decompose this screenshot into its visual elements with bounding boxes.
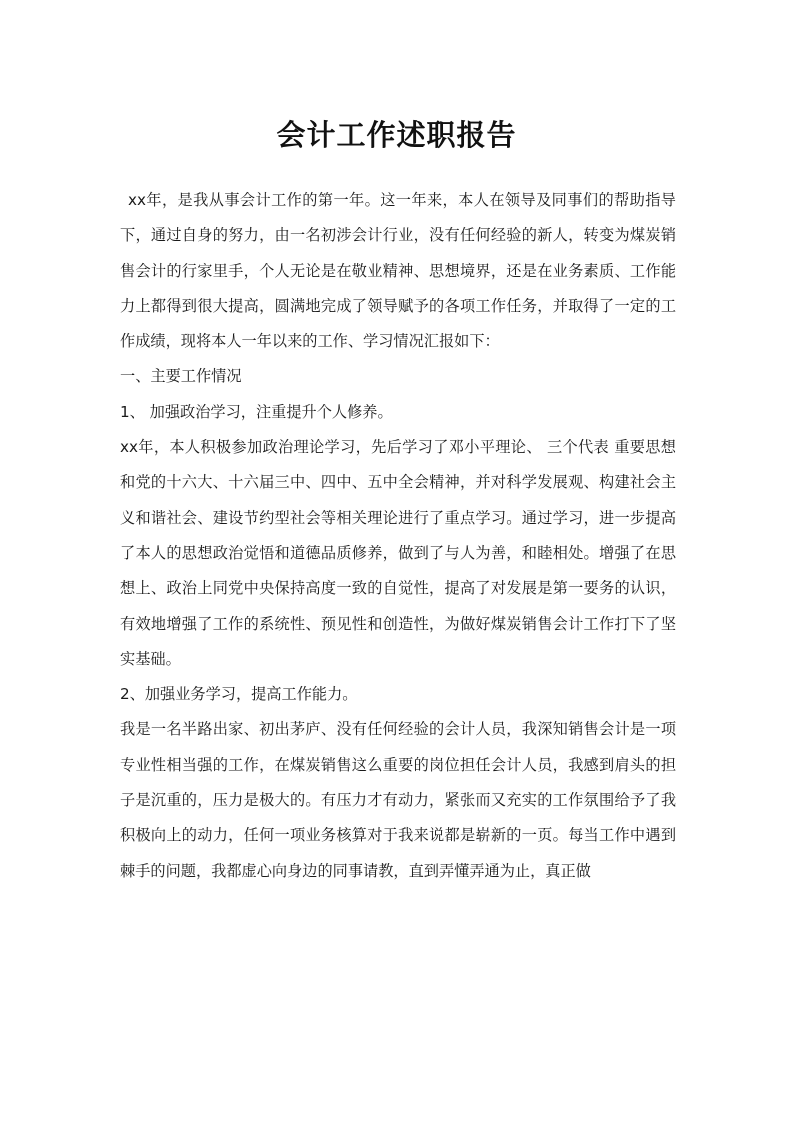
paragraph-political-study: xx年，本人积极参加政治理论学习，先后学习了邓小平理论、 三个代表 重要思想和党的十六大、十六届三中、四中、五中全会精神，并对科学发展观、构建社会主义和谐社会、建设节约型社会等相关理论进行了重点学习。通过学习，进一步提高了本人的思想政治觉悟和道德品质修养，做到了与人为善，和睦相处。增强了在思想上、政治上同党中央保持高度一致的自觉性，提高了对发展是第一要务的认识，有效地增强了工作的系统性、预见性和创造性，为做好煤炭销售会计工作打下了坚实基础。	[120, 438, 676, 668]
section-heading-main-work: 一、主要工作情况	[120, 367, 242, 386]
paragraph-intro: xx年，是我从事会计工作的第一年。这一年来，本人在领导及同事们的帮助指导下，通过自身的努力，由一名初涉会计行业，没有任何经验的新人，转变为煤炭销售会计的行家里手，个人无论是在敬业精神、思想境界，还是在业务素质、工作能力上都得到很大提高，圆满地完成了领导赋予的各项工作任务，并取得了一定的工作成绩，现将本人一年以来的工作、学习情况汇报如下：	[120, 191, 676, 351]
paragraph-business-study: 我是一名半路出家、初出茅庐、没有任何经验的会计人员，我深知销售会计是一项专业性相当强的工作，在煤炭销售这么重要的岗位担任会计人员，我感到肩头的担子是沉重的，压力是极大的。有压力才有动力，紧张而又充实的工作氛围给予了我积极向上的动力，任何一项业务核算对于我来说都是崭新的一页。每当工作中遇到棘手的问题，我都虚心向身边的同事请教，直到弄懂弄通为止，真正做	[120, 720, 676, 880]
document-body	[120, 183, 676, 889]
subheading-political-study: 1、 加强政治学习，注重提升个人修养。	[120, 402, 393, 421]
document-title: 会计工作述职报告	[276, 118, 517, 153]
subheading-business-study: 2、加强业务学习，提高工作能力。	[120, 685, 358, 704]
